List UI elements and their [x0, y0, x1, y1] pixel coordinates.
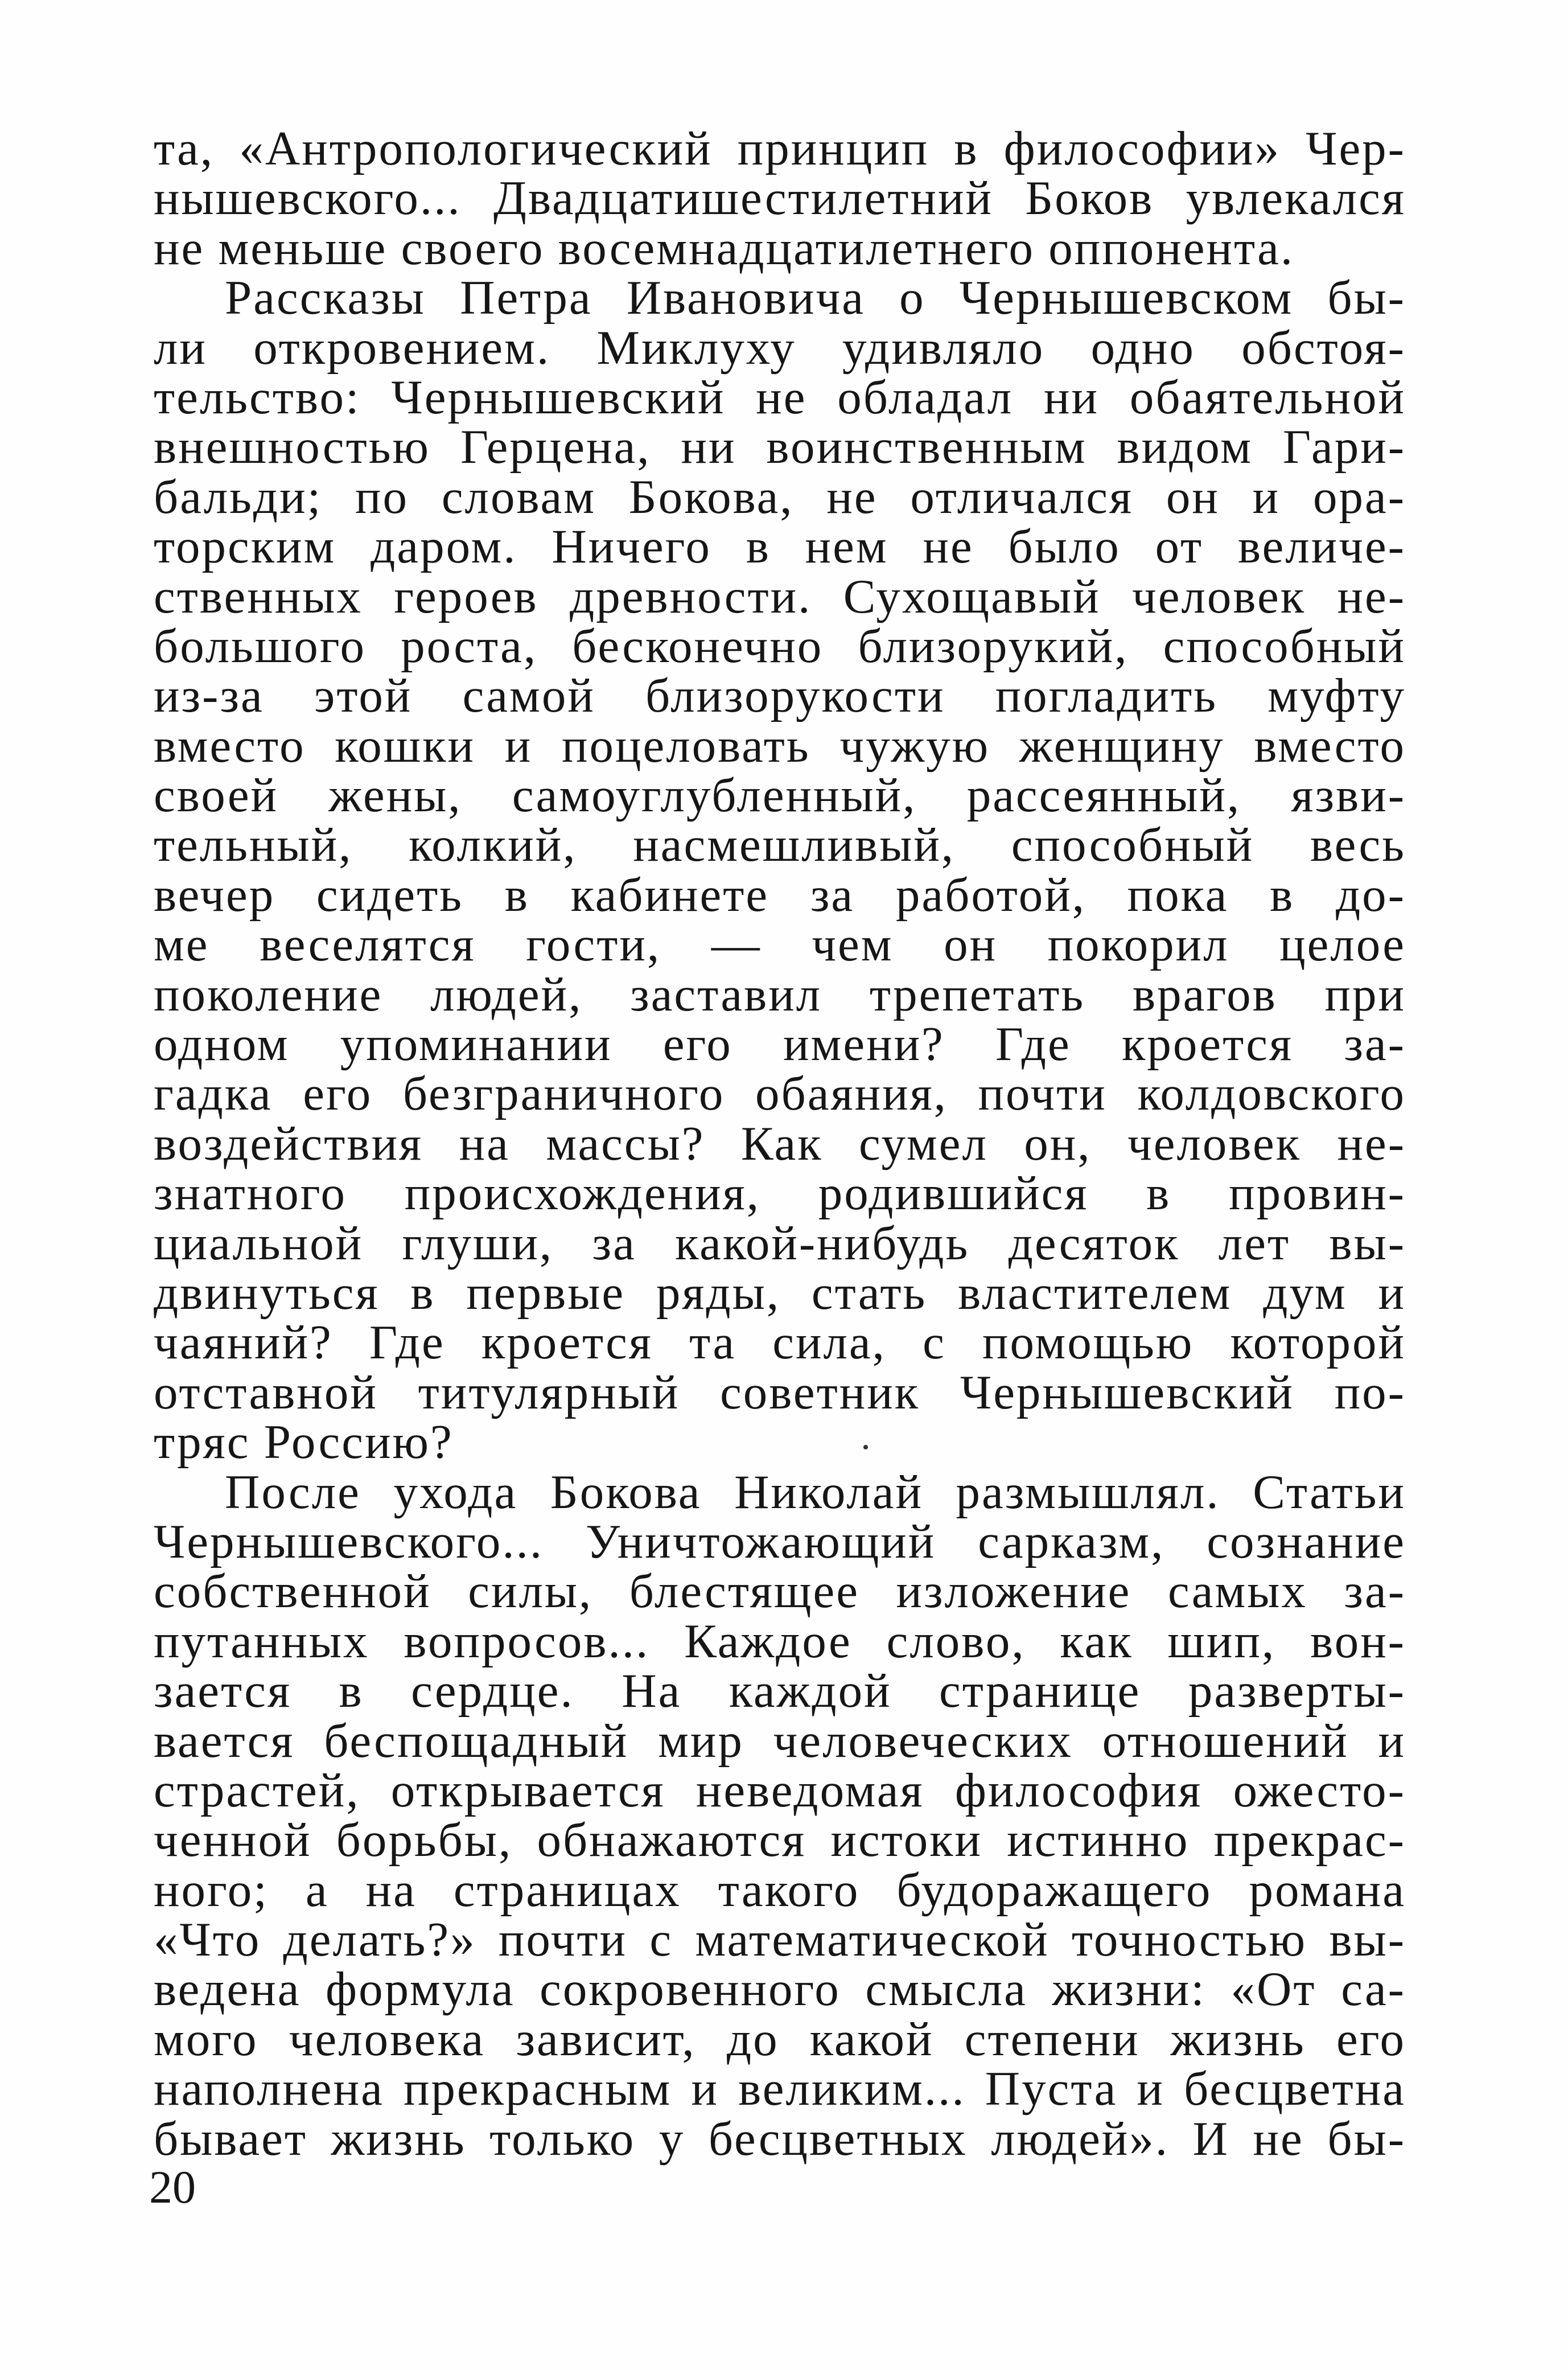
text-line: После ухода Бокова Николай размышлял. Статьи: [225, 1465, 1406, 1519]
text-line: «Что делать?» почти с математической точностью вы-: [154, 1913, 1406, 1967]
text-line: бальди; по словам Бокова, не отличался он и ора-: [154, 470, 1406, 524]
text-line: ченной борьбы, обнажаются истоки истинно прекрас-: [154, 1813, 1406, 1867]
text-line: двинуться в первые ряды, стать властителем дум и: [154, 1266, 1406, 1320]
text-line: зается в сердце. На каждой странице разверты-: [154, 1664, 1406, 1718]
text-line: одном упоминании его имени? Где кроется за-: [154, 1017, 1406, 1071]
text-line: внешностью Герцена, ни воинственным видом Гари-: [154, 420, 1406, 474]
text-line: собственной силы, блестящее изложение самых за-: [154, 1564, 1406, 1619]
page-number: 20: [149, 2161, 196, 2213]
text-line: из-за этой самой близорукости погладить муфту: [154, 669, 1406, 723]
print-speck: [863, 1445, 868, 1449]
text-line: отставной титулярный советник Чернышевский по-: [154, 1365, 1406, 1419]
paragraph-2: [154, 273, 1406, 1467]
text-line: не меньше своего восемнадцатилетнего оппонента.: [154, 221, 1295, 275]
body-text: [154, 124, 1406, 2164]
text-line: тельный, колкий, насмешливый, способный весь: [154, 818, 1406, 872]
text-line: циальной глуши, за какой-нибудь десяток лет вы-: [154, 1216, 1406, 1270]
text-line: ственных героев древности. Сухощавый человек не-: [154, 569, 1406, 623]
text-line: ли откровением. Миклуху удивляло одно обстоя-: [154, 321, 1406, 375]
text-line: тельство: Чернышевский не обладал ни обаятельной: [154, 370, 1406, 424]
text-line: ведена формула сокровенного смысла жизни: «От са-: [154, 1962, 1406, 2016]
text-line: большого роста, бесконечно близорукий, способный: [154, 619, 1406, 673]
text-line: путанных вопросов... Каждое слово, как шип, вон-: [154, 1614, 1406, 1668]
text-line: торским даром. Ничего в нем не было от величе-: [154, 520, 1406, 574]
paragraph-1: [154, 124, 1406, 273]
text-line: знатного происхождения, родившийся в провин-: [154, 1166, 1406, 1221]
text-line: страстей, открывается неведомая философия ожесто-: [154, 1763, 1406, 1817]
text-line: своей жены, самоуглубленный, рассеянный, язви-: [154, 769, 1406, 823]
text-line: та, «Антропологический принцип в философии» Чер-: [154, 122, 1406, 175]
text-line: поколение людей, заставил трепетать врагов при: [154, 967, 1406, 1021]
text-line: ме веселятся гости, — чем он покорил целое: [154, 918, 1406, 972]
text-line: мого человека зависит, до какой степени жизнь его: [154, 2012, 1406, 2066]
text-line: ного; а на страницах такого будоражащего романа: [154, 1863, 1406, 1917]
text-line: вается беспощадный мир человеческих отношений и: [154, 1714, 1406, 1768]
text-line: воздействия на массы? Как сумел он, человек не-: [154, 1116, 1406, 1170]
paragraph-3: [154, 1465, 1406, 2166]
text-line: тряс Россию?: [154, 1415, 454, 1469]
text-line: бывает жизнь только у бесцветных людей». И не бы-: [154, 2112, 1406, 2166]
text-line: вместо кошки и поцеловать чужую женщину вместо: [154, 718, 1406, 773]
text-line: Чернышевского... Уничтожающий сарказм, сознание: [154, 1514, 1406, 1568]
text-line: Рассказы Петра Ивановича о Чернышевском бы-: [225, 271, 1406, 325]
text-line: чаяний? Где кроется та сила, с помощью которой: [154, 1316, 1406, 1370]
text-line: вечер сидеть в кабинете за работой, пока в до-: [154, 868, 1406, 922]
text-line: гадка его безграничного обаяния, почти колдовского: [154, 1067, 1406, 1121]
text-line: нышевского... Двадцатишестилетний Боков увлекался: [154, 171, 1406, 225]
text-line: наполнена прекрасным и великим... Пуста и бесцветна: [154, 2062, 1406, 2116]
